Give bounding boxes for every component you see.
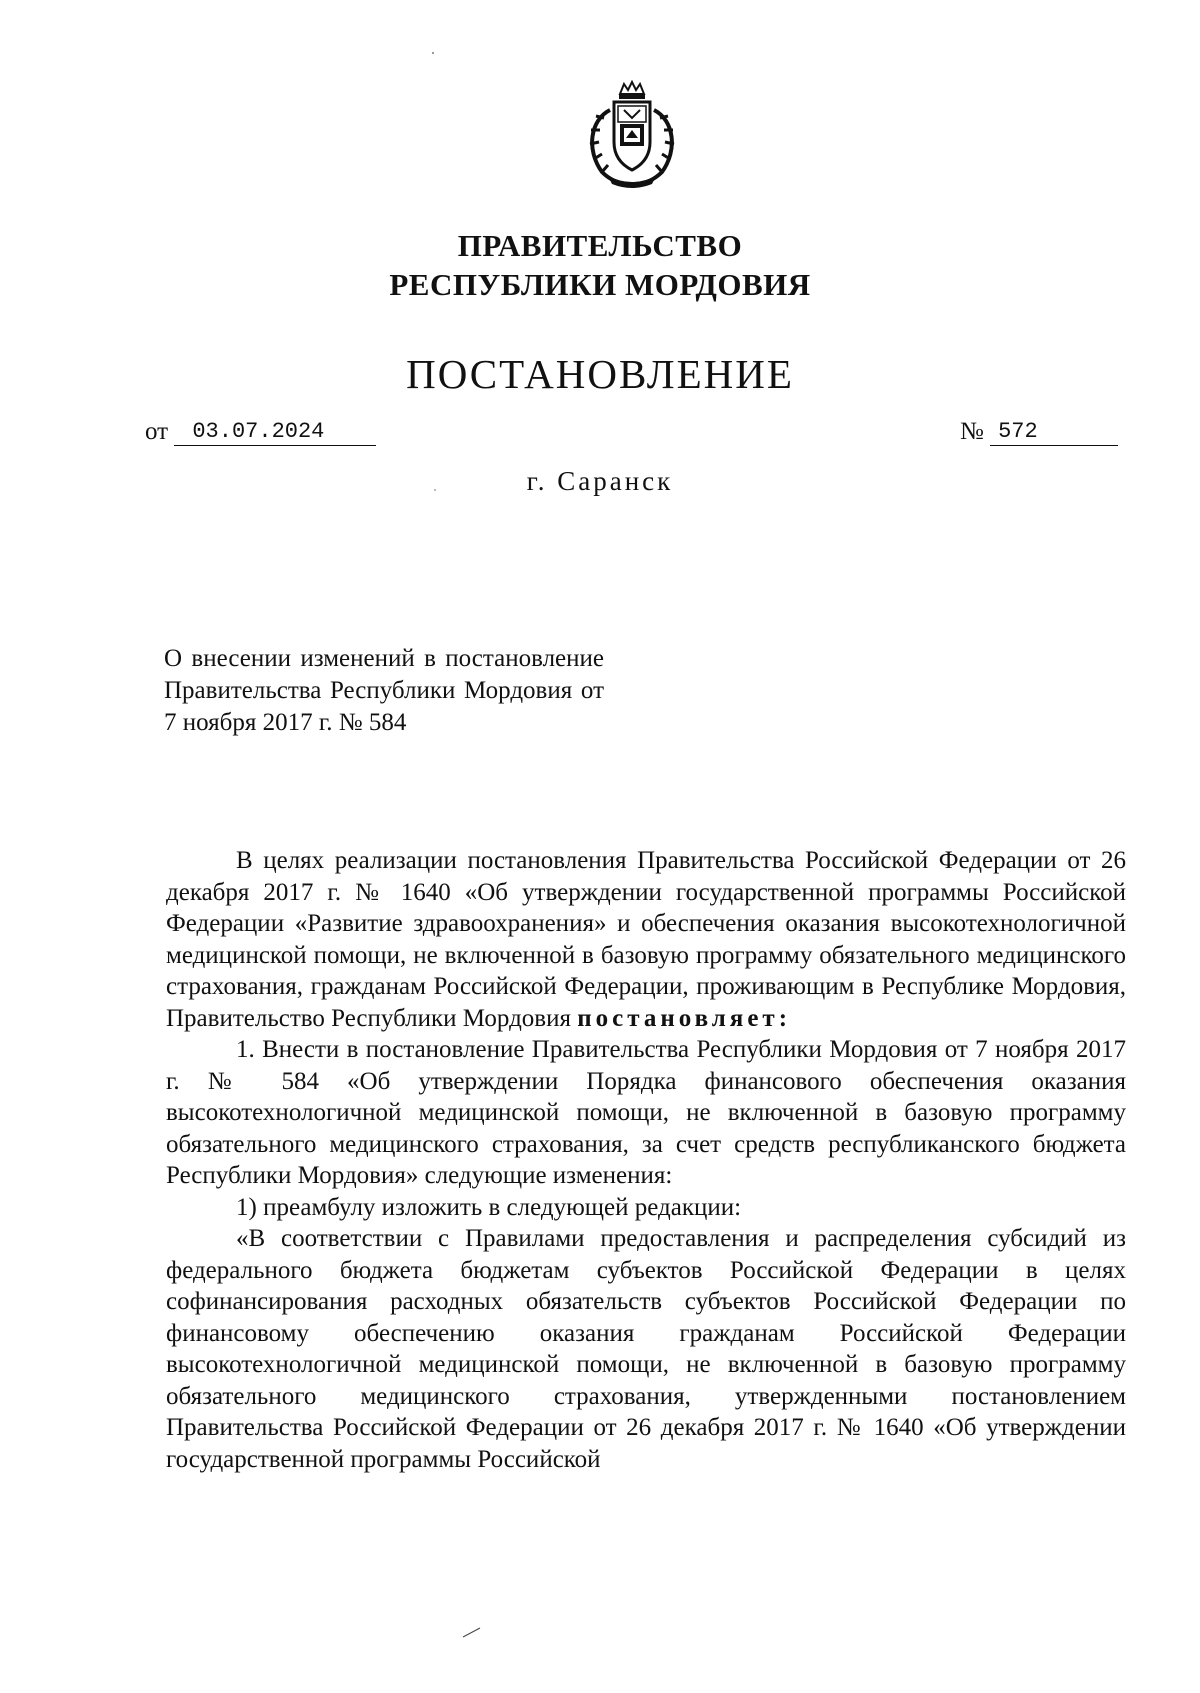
document-subject: О внесении изменений в постановление Правительства Республики Мордовия от 7 ноября 2017 г. № 584 <box>164 645 604 736</box>
number-prefix: № <box>960 418 984 445</box>
scan-mark-icon <box>462 1625 482 1637</box>
org-title-line2: РЕСПУБЛИКИ МОРДОВИЯ <box>389 267 811 302</box>
scan-artifact <box>432 52 434 54</box>
resolution-keyword: постановляет: <box>577 1004 792 1032</box>
coat-of-arms-icon <box>580 80 684 190</box>
org-title-line1: ПРАВИТЕЛЬСТВО <box>457 228 743 263</box>
document-type: ПОСТАНОВЛЕНИЕ <box>406 351 794 397</box>
body-paragraph <box>166 845 1126 1034</box>
city: г. Саранск <box>526 466 674 496</box>
document-body <box>166 845 1126 1475</box>
body-paragraph: 1. Внести в постановление Правительства Республики Мордовия от 7 ноября 2017 г. № 584 «Об утверждении Порядка финансового обеспечения оказания высокотехнологичной медицинской помощи, не включенной в базовую программу обязательного медицинского страхования, за счет средств республиканского бюджета Республики Мордовия» следующие изменения: <box>166 1036 1126 1189</box>
date-prefix: от <box>145 418 169 445</box>
document-number: 572 <box>990 419 1118 446</box>
number-row <box>960 418 1118 446</box>
body-paragraph: «В соответствии с Правилами предоставления и распределения субсидий из федерального бюджета бюджетам субъектов Российской Федерации в целях софинансирования расходных обязательств субъектов Российской Федерации по финансовому обеспечению оказания гражданам Российской Федерации высокотехнологичной медицинской помощи, не включенной в базовую программу обязательного медицинского страхования, утвержденными постановлением Правительства Российской Федерации от 26 декабря 2017 г. № 1640 «Об утверждении государственной программы Российской <box>166 1225 1126 1473</box>
paragraph-text: В целях реализации постановления Правительства Российской Федерации от 26 декабря 2017 г. № 1640 «Об утверждении государственной программы Российской Федерации «Развитие здравоохранения» и обеспечения оказания высокотехнологичной медицинской помощи, не включенной в базовую программу обязательного медицинского страхования, гражданам Российской Федерации, проживающим в Республике Мордовия, Правительство Республики Мордовия <box>166 847 1126 1032</box>
document-date: 03.07.2024 <box>174 419 376 446</box>
body-paragraph: 1) преамбулу изложить в следующей редакции: <box>236 1193 742 1221</box>
date-row <box>145 418 376 446</box>
